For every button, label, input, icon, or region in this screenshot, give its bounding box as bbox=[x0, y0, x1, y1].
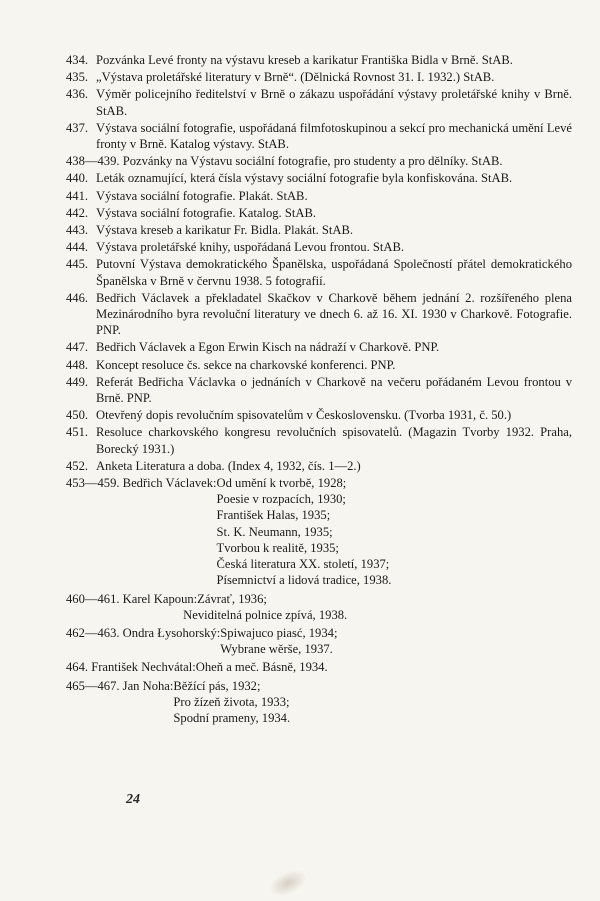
catalog-entry bbox=[66, 424, 572, 456]
work-title: Písemnictví a lidová tradice, 1938. bbox=[216, 573, 392, 588]
catalog-entry bbox=[66, 407, 572, 423]
author-heading: 460—461. Karel Kapoun: bbox=[66, 591, 198, 606]
work-title: Závrať, 1936; bbox=[197, 591, 267, 606]
entry-number: 438—439. bbox=[66, 154, 120, 169]
entry-number: 444. bbox=[66, 240, 89, 255]
works-list bbox=[183, 591, 572, 623]
author-works-entry bbox=[66, 625, 572, 657]
work-title: Wybrane wěrše, 1937. bbox=[220, 642, 333, 657]
work-title: Spodní prameny, 1934. bbox=[173, 710, 291, 725]
entry-text: Otevřený dopis revolučním spisovatelům v Československu. (Tvorba 1931, č. 50.) bbox=[96, 408, 512, 423]
author-heading: 462—463. Ondra Łysohorský: bbox=[66, 625, 221, 640]
author-works-entry bbox=[66, 659, 572, 675]
catalog-entry bbox=[66, 458, 572, 474]
works-list bbox=[173, 678, 572, 727]
entry-number: 434. bbox=[66, 53, 89, 67]
entry-number: 450. bbox=[66, 408, 89, 423]
author-heading: 464. František Nechvátal: bbox=[66, 660, 196, 675]
entry-number: 441. bbox=[66, 188, 89, 203]
work-title: Pro žízeň života, 1933; bbox=[173, 694, 290, 709]
entry-text: Výstava sociální fotografie. Katalog. StAB. bbox=[96, 205, 316, 220]
page-number: 24 bbox=[126, 792, 140, 807]
entry-text: Bedřich Václavek a Egon Erwin Kisch na nádraží v Charkově. PNP. bbox=[96, 340, 440, 355]
entry-number: 437. bbox=[66, 120, 89, 135]
paper-smudge bbox=[265, 865, 311, 901]
entry-text: Anketa Literatura a doba. (Index 4, 1932, čís. 1—2.) bbox=[96, 458, 361, 473]
catalog-entry bbox=[66, 170, 572, 186]
works-list bbox=[217, 475, 572, 588]
catalog-entry bbox=[66, 222, 572, 238]
work-title: Od umění k tvorbě, 1928; bbox=[216, 476, 347, 491]
catalog-page bbox=[66, 52, 572, 728]
author-heading: 465—467. Jan Noha: bbox=[66, 678, 174, 693]
author-works-entry bbox=[66, 475, 572, 588]
work-title: František Halas, 1935; bbox=[216, 508, 331, 523]
entry-number: 443. bbox=[66, 223, 89, 238]
work-title: Česká literatura XX. století, 1937; bbox=[216, 557, 390, 572]
entry-text: Výstava sociální fotografie. Plakát. StAB. bbox=[96, 188, 308, 203]
work-title: Spiwajuco piasć, 1934; bbox=[220, 625, 338, 640]
entry-number: 449. bbox=[66, 374, 89, 389]
author-heading: 453—459. Bedřich Václavek: bbox=[66, 476, 217, 491]
catalog-entry bbox=[66, 86, 572, 118]
entry-text: Pozvánky na Výstavu sociální fotografie, pro studenty a pro dělníky. StAB. bbox=[122, 154, 503, 169]
entry-text: Bedřich Václavek a překladatel Skačkov v Charkově během jednání 2. rozšířeného plena Mezinárodního byra revoluční literatury ve dnech 6. až 16. XI. 1930 v Charkově. Fotografie. PNP. bbox=[96, 290, 572, 338]
entry-text: Leták oznamující, která čísla výstavy sociální fotografie byla konfiskována. StAB. bbox=[96, 171, 513, 186]
entry-text-ranged bbox=[66, 153, 572, 169]
entry-text: Výstava proletářské knihy, uspořádaná Levou frontou. StAB. bbox=[96, 240, 405, 255]
entry-text: Resoluce charkovského kongresu revolučních spisovatelů. (Magazin Tvorby 1932. Praha, Borecký 1931.) bbox=[96, 425, 572, 456]
entry-text: Pozvánka Levé fronty na výstavu kreseb a karikatur Františka Bidla v Brně. StAB. bbox=[96, 53, 513, 67]
entry-number: 446. bbox=[66, 290, 89, 305]
entry-text: Koncept resoluce čs. sekce na charkovské konferenci. PNP. bbox=[96, 357, 396, 372]
entry-number: 447. bbox=[66, 340, 89, 355]
author-works-entry bbox=[66, 591, 572, 623]
catalog-entry bbox=[66, 188, 572, 204]
entry-text: Putovní Výstava demokratického Španělska, uspořádaná Společností přátel demokratického Španělska v Brně v červnu 1938. 5 fotografií. bbox=[96, 257, 572, 288]
catalog-entry bbox=[66, 153, 572, 169]
catalog-entry bbox=[66, 69, 572, 85]
entry-number: 451. bbox=[66, 425, 89, 440]
entry-number: 452. bbox=[66, 458, 89, 473]
works-list bbox=[220, 625, 572, 657]
entry-number: 435. bbox=[66, 70, 89, 85]
catalog-entry bbox=[66, 120, 572, 152]
catalog-entry bbox=[66, 205, 572, 221]
work-title: St. K. Neumann, 1935; bbox=[216, 524, 333, 539]
work-title: Tvorbou k realitě, 1935; bbox=[216, 540, 339, 555]
entry-text: Výstava sociální fotografie, uspořádaná filmfotoskupinou a sekcí pro mechanická umění Levé fronty v Brně. Katalog výstavy. StAB. bbox=[96, 120, 572, 152]
work-title: Poesie v rozpacích, 1930; bbox=[216, 492, 346, 507]
entry-text: Referát Bedřicha Václavka o jednáních v Charkově na večeru pořádaném Levou frontou v Brně. PNP. bbox=[96, 374, 572, 406]
catalog-entry bbox=[66, 374, 572, 406]
work-title: Oheň a meč. Básně, 1934. bbox=[195, 660, 328, 675]
entry-text: „Výstava proletářské literatury v Brně“. (Dělnická Rovnost 31. I. 1932.) StAB. bbox=[96, 70, 495, 85]
entry-number: 442. bbox=[66, 205, 89, 220]
work-title: Neviditelná polnice zpívá, 1938. bbox=[183, 607, 348, 622]
catalog-entry bbox=[66, 256, 572, 288]
catalog-entry bbox=[66, 52, 572, 68]
entry-number: 448. bbox=[66, 357, 89, 372]
works-list bbox=[196, 659, 572, 675]
entry-number: 445. bbox=[66, 257, 89, 272]
catalog-entry bbox=[66, 357, 572, 373]
author-works-entry bbox=[66, 678, 572, 727]
work-title: Běžící pás, 1932; bbox=[173, 678, 261, 693]
catalog-entry bbox=[66, 339, 572, 355]
catalog-entry bbox=[66, 290, 572, 339]
entry-text: Výměr policejního ředitelství v Brně o zákazu uspořádání výstavy proletářské knihy v Brně. StAB. bbox=[96, 87, 572, 118]
catalog-entry bbox=[66, 239, 572, 255]
entry-text: Výstava kreseb a karikatur Fr. Bidla. Plakát. StAB. bbox=[96, 223, 354, 238]
entry-number: 440. bbox=[66, 171, 89, 186]
entry-number: 436. bbox=[66, 87, 89, 102]
